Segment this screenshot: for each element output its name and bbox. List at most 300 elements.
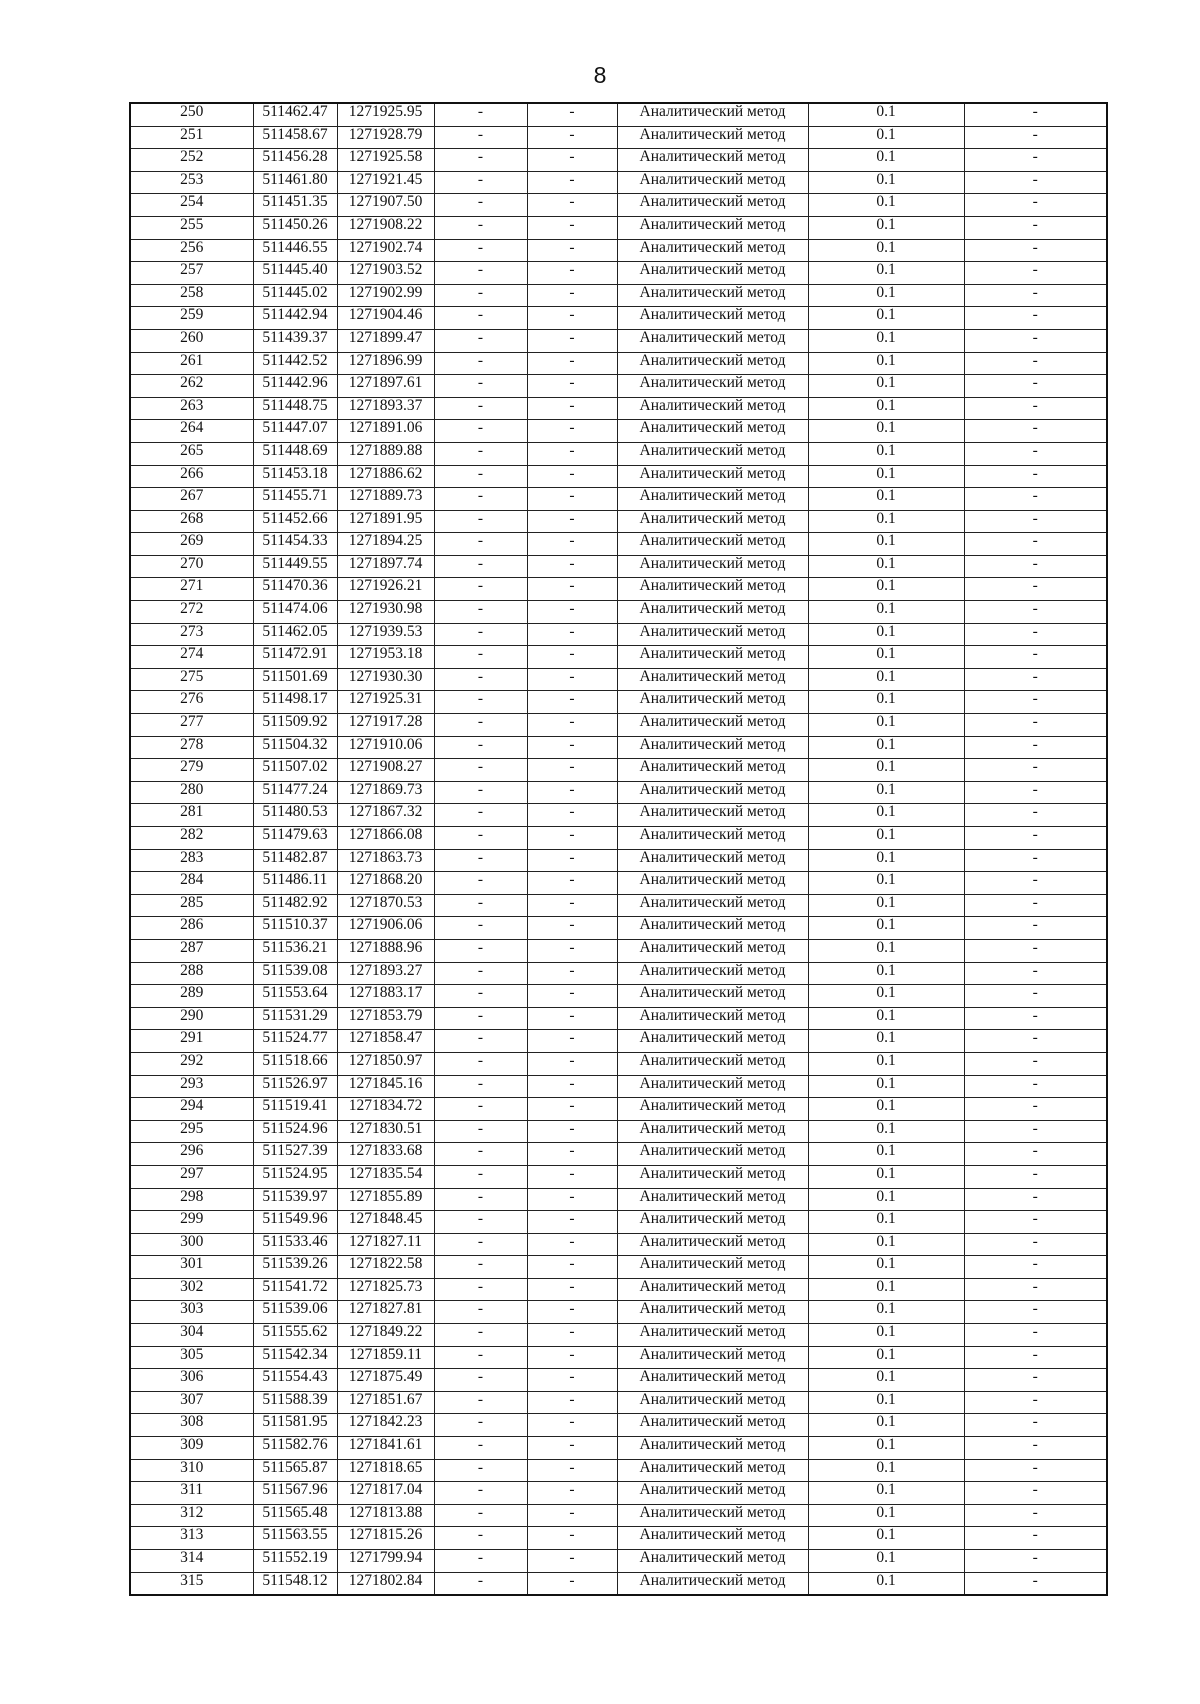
method-cell: Аналитический метод — [617, 1143, 808, 1166]
y-coordinate-cell: 1271891.95 — [337, 510, 434, 533]
point-number-cell: 294 — [130, 1098, 253, 1121]
empty-value-cell: - — [527, 1052, 617, 1075]
point-number-cell: 293 — [130, 1075, 253, 1098]
x-coordinate-cell: 511462.47 — [253, 103, 337, 126]
point-number-cell: 297 — [130, 1165, 253, 1188]
point-number-cell: 257 — [130, 262, 253, 285]
method-cell: Аналитический метод — [617, 1346, 808, 1369]
x-coordinate-cell: 511518.66 — [253, 1052, 337, 1075]
accuracy-cell: 0.1 — [808, 1527, 964, 1550]
empty-value-cell: - — [527, 736, 617, 759]
empty-value-cell: - — [964, 736, 1107, 759]
empty-value-cell: - — [527, 827, 617, 850]
empty-value-cell: - — [434, 420, 527, 443]
table-row — [130, 1482, 1107, 1505]
y-coordinate-cell: 1271817.04 — [337, 1482, 434, 1505]
empty-value-cell: - — [527, 352, 617, 375]
method-cell: Аналитический метод — [617, 216, 808, 239]
point-number-cell: 300 — [130, 1233, 253, 1256]
y-coordinate-cell: 1271835.54 — [337, 1165, 434, 1188]
method-cell: Аналитический метод — [617, 691, 808, 714]
x-coordinate-cell: 511567.96 — [253, 1482, 337, 1505]
point-number-cell: 287 — [130, 939, 253, 962]
empty-value-cell: - — [527, 1233, 617, 1256]
x-coordinate-cell: 511504.32 — [253, 736, 337, 759]
x-coordinate-cell: 511581.95 — [253, 1414, 337, 1437]
y-coordinate-cell: 1271850.97 — [337, 1052, 434, 1075]
point-number-cell: 259 — [130, 307, 253, 330]
point-number-cell: 275 — [130, 668, 253, 691]
empty-value-cell: - — [434, 714, 527, 737]
x-coordinate-cell: 511501.69 — [253, 668, 337, 691]
empty-value-cell: - — [527, 1527, 617, 1550]
x-coordinate-cell: 511536.21 — [253, 939, 337, 962]
empty-value-cell: - — [434, 894, 527, 917]
empty-value-cell: - — [527, 1075, 617, 1098]
empty-value-cell: - — [434, 1482, 527, 1505]
empty-value-cell: - — [434, 668, 527, 691]
point-number-cell: 308 — [130, 1414, 253, 1437]
empty-value-cell: - — [527, 1369, 617, 1392]
y-coordinate-cell: 1271889.73 — [337, 488, 434, 511]
y-coordinate-cell: 1271827.81 — [337, 1301, 434, 1324]
point-number-cell: 263 — [130, 397, 253, 420]
method-cell: Аналитический метод — [617, 781, 808, 804]
empty-value-cell: - — [527, 646, 617, 669]
accuracy-cell: 0.1 — [808, 216, 964, 239]
empty-value-cell: - — [964, 623, 1107, 646]
empty-value-cell: - — [434, 1007, 527, 1030]
y-coordinate-cell: 1271917.28 — [337, 714, 434, 737]
method-cell: Аналитический метод — [617, 1007, 808, 1030]
x-coordinate-cell: 511442.52 — [253, 352, 337, 375]
method-cell: Аналитический метод — [617, 1527, 808, 1550]
method-cell: Аналитический метод — [617, 1098, 808, 1121]
empty-value-cell: - — [527, 1301, 617, 1324]
method-cell: Аналитический метод — [617, 1459, 808, 1482]
x-coordinate-cell: 511549.96 — [253, 1211, 337, 1234]
empty-value-cell: - — [527, 1143, 617, 1166]
y-coordinate-cell: 1271891.06 — [337, 420, 434, 443]
empty-value-cell: - — [434, 1256, 527, 1279]
accuracy-cell: 0.1 — [808, 420, 964, 443]
x-coordinate-cell: 511445.02 — [253, 284, 337, 307]
method-cell: Аналитический метод — [617, 1437, 808, 1460]
point-number-cell: 284 — [130, 872, 253, 895]
empty-value-cell: - — [434, 1414, 527, 1437]
x-coordinate-cell: 511453.18 — [253, 465, 337, 488]
empty-value-cell: - — [434, 465, 527, 488]
accuracy-cell: 0.1 — [808, 442, 964, 465]
empty-value-cell: - — [964, 1459, 1107, 1482]
point-number-cell: 253 — [130, 171, 253, 194]
x-coordinate-cell: 511442.94 — [253, 307, 337, 330]
accuracy-cell: 0.1 — [808, 1165, 964, 1188]
empty-value-cell: - — [527, 420, 617, 443]
accuracy-cell: 0.1 — [808, 262, 964, 285]
table-row — [130, 555, 1107, 578]
x-coordinate-cell: 511548.12 — [253, 1572, 337, 1595]
y-coordinate-cell: 1271815.26 — [337, 1527, 434, 1550]
empty-value-cell: - — [434, 1143, 527, 1166]
empty-value-cell: - — [434, 533, 527, 556]
table-row — [130, 736, 1107, 759]
method-cell: Аналитический метод — [617, 623, 808, 646]
empty-value-cell: - — [527, 917, 617, 940]
accuracy-cell: 0.1 — [808, 1120, 964, 1143]
x-coordinate-cell: 511507.02 — [253, 759, 337, 782]
method-cell: Аналитический метод — [617, 736, 808, 759]
method-cell: Аналитический метод — [617, 1256, 808, 1279]
empty-value-cell: - — [527, 126, 617, 149]
x-coordinate-cell: 511477.24 — [253, 781, 337, 804]
table-row — [130, 894, 1107, 917]
method-cell: Аналитический метод — [617, 533, 808, 556]
point-number-cell: 265 — [130, 442, 253, 465]
empty-value-cell: - — [527, 962, 617, 985]
accuracy-cell: 0.1 — [808, 171, 964, 194]
accuracy-cell: 0.1 — [808, 714, 964, 737]
table-row — [130, 827, 1107, 850]
empty-value-cell: - — [434, 397, 527, 420]
y-coordinate-cell: 1271866.08 — [337, 827, 434, 850]
x-coordinate-cell: 511482.87 — [253, 849, 337, 872]
y-coordinate-cell: 1271928.79 — [337, 126, 434, 149]
empty-value-cell: - — [964, 397, 1107, 420]
point-number-cell: 282 — [130, 827, 253, 850]
accuracy-cell: 0.1 — [808, 1188, 964, 1211]
y-coordinate-cell: 1271910.06 — [337, 736, 434, 759]
x-coordinate-cell: 511455.71 — [253, 488, 337, 511]
empty-value-cell: - — [964, 465, 1107, 488]
accuracy-cell: 0.1 — [808, 149, 964, 172]
point-number-cell: 315 — [130, 1572, 253, 1595]
point-number-cell: 255 — [130, 216, 253, 239]
empty-value-cell: - — [964, 1504, 1107, 1527]
table-row — [130, 488, 1107, 511]
table-row — [130, 804, 1107, 827]
x-coordinate-cell: 511539.26 — [253, 1256, 337, 1279]
empty-value-cell: - — [434, 1165, 527, 1188]
point-number-cell: 290 — [130, 1007, 253, 1030]
accuracy-cell: 0.1 — [808, 103, 964, 126]
x-coordinate-cell: 511552.19 — [253, 1550, 337, 1573]
x-coordinate-cell: 511479.63 — [253, 827, 337, 850]
table-row — [130, 533, 1107, 556]
empty-value-cell: - — [527, 1437, 617, 1460]
point-number-cell: 267 — [130, 488, 253, 511]
accuracy-cell: 0.1 — [808, 1075, 964, 1098]
accuracy-cell: 0.1 — [808, 126, 964, 149]
method-cell: Аналитический метод — [617, 352, 808, 375]
empty-value-cell: - — [434, 985, 527, 1008]
x-coordinate-cell: 511542.34 — [253, 1346, 337, 1369]
empty-value-cell: - — [964, 601, 1107, 624]
empty-value-cell: - — [434, 262, 527, 285]
y-coordinate-cell: 1271851.67 — [337, 1391, 434, 1414]
method-cell: Аналитический метод — [617, 759, 808, 782]
y-coordinate-cell: 1271925.58 — [337, 149, 434, 172]
table-row — [130, 872, 1107, 895]
y-coordinate-cell: 1271799.94 — [337, 1550, 434, 1573]
table-row — [130, 420, 1107, 443]
empty-value-cell: - — [434, 1504, 527, 1527]
empty-value-cell: - — [964, 1369, 1107, 1392]
accuracy-cell: 0.1 — [808, 623, 964, 646]
y-coordinate-cell: 1271908.27 — [337, 759, 434, 782]
point-number-cell: 305 — [130, 1346, 253, 1369]
table-row — [130, 1504, 1107, 1527]
x-coordinate-cell: 511509.92 — [253, 714, 337, 737]
accuracy-cell: 0.1 — [808, 533, 964, 556]
method-cell: Аналитический метод — [617, 1504, 808, 1527]
empty-value-cell: - — [964, 352, 1107, 375]
empty-value-cell: - — [434, 126, 527, 149]
accuracy-cell: 0.1 — [808, 985, 964, 1008]
empty-value-cell: - — [434, 488, 527, 511]
empty-value-cell: - — [434, 103, 527, 126]
point-number-cell: 266 — [130, 465, 253, 488]
x-coordinate-cell: 511482.92 — [253, 894, 337, 917]
method-cell: Аналитический метод — [617, 307, 808, 330]
y-coordinate-cell: 1271897.61 — [337, 375, 434, 398]
x-coordinate-cell: 511541.72 — [253, 1278, 337, 1301]
empty-value-cell: - — [527, 1120, 617, 1143]
table-row — [130, 1098, 1107, 1121]
accuracy-cell: 0.1 — [808, 1324, 964, 1347]
accuracy-cell: 0.1 — [808, 646, 964, 669]
table-row — [130, 714, 1107, 737]
empty-value-cell: - — [964, 1391, 1107, 1414]
table-row — [130, 646, 1107, 669]
empty-value-cell: - — [964, 1482, 1107, 1505]
empty-value-cell: - — [434, 1324, 527, 1347]
empty-value-cell: - — [434, 352, 527, 375]
empty-value-cell: - — [434, 510, 527, 533]
empty-value-cell: - — [527, 103, 617, 126]
empty-value-cell: - — [434, 691, 527, 714]
table-row — [130, 1188, 1107, 1211]
empty-value-cell: - — [964, 1188, 1107, 1211]
table-row — [130, 939, 1107, 962]
empty-value-cell: - — [964, 194, 1107, 217]
accuracy-cell: 0.1 — [808, 668, 964, 691]
y-coordinate-cell: 1271930.30 — [337, 668, 434, 691]
coordinates-table — [129, 102, 1108, 1596]
x-coordinate-cell: 511588.39 — [253, 1391, 337, 1414]
x-coordinate-cell: 511480.53 — [253, 804, 337, 827]
accuracy-cell: 0.1 — [808, 849, 964, 872]
empty-value-cell: - — [434, 1278, 527, 1301]
empty-value-cell: - — [964, 171, 1107, 194]
empty-value-cell: - — [964, 714, 1107, 737]
method-cell: Аналитический метод — [617, 1211, 808, 1234]
y-coordinate-cell: 1271953.18 — [337, 646, 434, 669]
x-coordinate-cell: 511458.67 — [253, 126, 337, 149]
x-coordinate-cell: 511452.66 — [253, 510, 337, 533]
point-number-cell: 281 — [130, 804, 253, 827]
point-number-cell: 289 — [130, 985, 253, 1008]
accuracy-cell: 0.1 — [808, 1143, 964, 1166]
empty-value-cell: - — [434, 216, 527, 239]
empty-value-cell: - — [434, 1075, 527, 1098]
table-row — [130, 578, 1107, 601]
empty-value-cell: - — [434, 1052, 527, 1075]
method-cell: Аналитический метод — [617, 442, 808, 465]
x-coordinate-cell: 511470.36 — [253, 578, 337, 601]
y-coordinate-cell: 1271863.73 — [337, 849, 434, 872]
empty-value-cell: - — [964, 872, 1107, 895]
table-row — [130, 284, 1107, 307]
empty-value-cell: - — [434, 1301, 527, 1324]
table-row — [130, 103, 1107, 126]
empty-value-cell: - — [527, 714, 617, 737]
table-row — [130, 307, 1107, 330]
accuracy-cell: 0.1 — [808, 194, 964, 217]
table-row — [130, 1120, 1107, 1143]
method-cell: Аналитический метод — [617, 284, 808, 307]
empty-value-cell: - — [964, 827, 1107, 850]
x-coordinate-cell: 511582.76 — [253, 1437, 337, 1460]
y-coordinate-cell: 1271930.98 — [337, 601, 434, 624]
method-cell: Аналитический метод — [617, 1301, 808, 1324]
x-coordinate-cell: 511563.55 — [253, 1527, 337, 1550]
x-coordinate-cell: 511448.75 — [253, 397, 337, 420]
empty-value-cell: - — [434, 646, 527, 669]
y-coordinate-cell: 1271893.27 — [337, 962, 434, 985]
empty-value-cell: - — [964, 1143, 1107, 1166]
point-number-cell: 268 — [130, 510, 253, 533]
accuracy-cell: 0.1 — [808, 555, 964, 578]
table-row — [130, 442, 1107, 465]
table-row — [130, 917, 1107, 940]
y-coordinate-cell: 1271825.73 — [337, 1278, 434, 1301]
empty-value-cell: - — [527, 781, 617, 804]
empty-value-cell: - — [434, 804, 527, 827]
empty-value-cell: - — [964, 691, 1107, 714]
empty-value-cell: - — [527, 533, 617, 556]
table-row — [130, 1324, 1107, 1347]
method-cell: Аналитический метод — [617, 555, 808, 578]
method-cell: Аналитический метод — [617, 171, 808, 194]
x-coordinate-cell: 511524.77 — [253, 1030, 337, 1053]
empty-value-cell: - — [527, 691, 617, 714]
empty-value-cell: - — [434, 1188, 527, 1211]
empty-value-cell: - — [527, 1278, 617, 1301]
y-coordinate-cell: 1271853.79 — [337, 1007, 434, 1030]
x-coordinate-cell: 511461.80 — [253, 171, 337, 194]
y-coordinate-cell: 1271834.72 — [337, 1098, 434, 1121]
empty-value-cell: - — [964, 578, 1107, 601]
method-cell: Аналитический метод — [617, 827, 808, 850]
empty-value-cell: - — [527, 442, 617, 465]
method-cell: Аналитический метод — [617, 1052, 808, 1075]
method-cell: Аналитический метод — [617, 1233, 808, 1256]
empty-value-cell: - — [527, 804, 617, 827]
method-cell: Аналитический метод — [617, 465, 808, 488]
y-coordinate-cell: 1271925.95 — [337, 103, 434, 126]
table-row — [130, 623, 1107, 646]
empty-value-cell: - — [527, 397, 617, 420]
point-number-cell: 269 — [130, 533, 253, 556]
x-coordinate-cell: 511555.62 — [253, 1324, 337, 1347]
table-row — [130, 397, 1107, 420]
empty-value-cell: - — [434, 307, 527, 330]
point-number-cell: 258 — [130, 284, 253, 307]
point-number-cell: 277 — [130, 714, 253, 737]
method-cell: Аналитический метод — [617, 917, 808, 940]
point-number-cell: 312 — [130, 1504, 253, 1527]
empty-value-cell: - — [964, 668, 1107, 691]
page-number: 8 — [593, 62, 607, 88]
x-coordinate-cell: 511462.05 — [253, 623, 337, 646]
empty-value-cell: - — [527, 1165, 617, 1188]
x-coordinate-cell: 511527.39 — [253, 1143, 337, 1166]
method-cell: Аналитический метод — [617, 668, 808, 691]
table-row — [130, 1459, 1107, 1482]
method-cell: Аналитический метод — [617, 1188, 808, 1211]
empty-value-cell: - — [964, 1120, 1107, 1143]
empty-value-cell: - — [434, 1437, 527, 1460]
empty-value-cell: - — [434, 849, 527, 872]
empty-value-cell: - — [527, 488, 617, 511]
table-row — [130, 601, 1107, 624]
empty-value-cell: - — [527, 1007, 617, 1030]
accuracy-cell: 0.1 — [808, 1482, 964, 1505]
method-cell: Аналитический метод — [617, 1278, 808, 1301]
empty-value-cell: - — [527, 1324, 617, 1347]
empty-value-cell: - — [434, 149, 527, 172]
empty-value-cell: - — [434, 759, 527, 782]
empty-value-cell: - — [527, 1391, 617, 1414]
point-number-cell: 299 — [130, 1211, 253, 1234]
empty-value-cell: - — [964, 284, 1107, 307]
empty-value-cell: - — [964, 917, 1107, 940]
point-number-cell: 311 — [130, 1482, 253, 1505]
empty-value-cell: - — [527, 939, 617, 962]
accuracy-cell: 0.1 — [808, 1256, 964, 1279]
method-cell: Аналитический метод — [617, 194, 808, 217]
x-coordinate-cell: 511510.37 — [253, 917, 337, 940]
x-coordinate-cell: 511539.06 — [253, 1301, 337, 1324]
table-row — [130, 1007, 1107, 1030]
empty-value-cell: - — [434, 555, 527, 578]
method-cell: Аналитический метод — [617, 962, 808, 985]
empty-value-cell: - — [527, 1030, 617, 1053]
point-number-cell: 262 — [130, 375, 253, 398]
point-number-cell: 278 — [130, 736, 253, 759]
method-cell: Аналитический метод — [617, 1324, 808, 1347]
y-coordinate-cell: 1271896.99 — [337, 352, 434, 375]
empty-value-cell: - — [434, 194, 527, 217]
x-coordinate-cell: 511565.48 — [253, 1504, 337, 1527]
table-row — [130, 126, 1107, 149]
point-number-cell: 298 — [130, 1188, 253, 1211]
table-row — [130, 465, 1107, 488]
empty-value-cell: - — [434, 1459, 527, 1482]
method-cell: Аналитический метод — [617, 985, 808, 1008]
accuracy-cell: 0.1 — [808, 1007, 964, 1030]
empty-value-cell: - — [434, 1550, 527, 1573]
empty-value-cell: - — [434, 962, 527, 985]
accuracy-cell: 0.1 — [808, 578, 964, 601]
empty-value-cell: - — [527, 284, 617, 307]
table-row — [130, 1572, 1107, 1595]
x-coordinate-cell: 511449.55 — [253, 555, 337, 578]
accuracy-cell: 0.1 — [808, 601, 964, 624]
table-row — [130, 668, 1107, 691]
x-coordinate-cell: 511539.08 — [253, 962, 337, 985]
